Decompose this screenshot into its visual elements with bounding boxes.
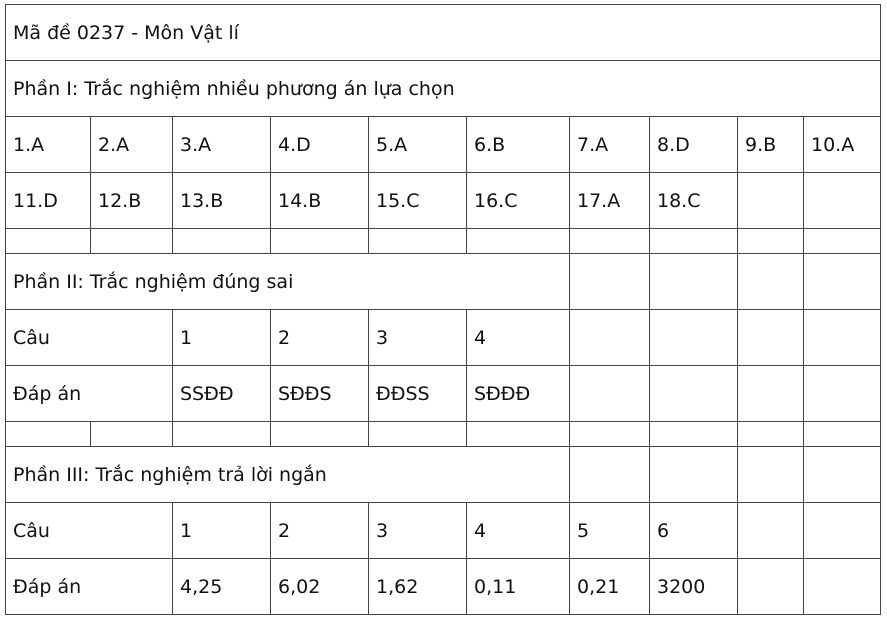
- answer-cell: 15.C: [369, 173, 467, 229]
- answer-cell: [738, 173, 804, 229]
- question-number: 1: [173, 310, 271, 366]
- empty-cell: [91, 229, 173, 254]
- header-row: [6, 5, 881, 61]
- answer-value: 6,02: [271, 559, 369, 615]
- spacer-row: [6, 229, 881, 254]
- empty-cell: [804, 447, 881, 503]
- empty-cell: [6, 422, 91, 447]
- answer-cell: [804, 173, 881, 229]
- empty-cell: [173, 422, 271, 447]
- empty-cell: [738, 229, 804, 254]
- answer-value: ĐĐSS: [369, 366, 467, 422]
- answer-value: 1,62: [369, 559, 467, 615]
- answer-value: SĐĐĐ: [467, 366, 570, 422]
- empty-cell: [570, 447, 650, 503]
- empty-cell: [804, 229, 881, 254]
- question-number: 3: [369, 310, 467, 366]
- answer-cell: 6.B: [467, 117, 570, 173]
- empty-cell: [271, 422, 369, 447]
- answer-cell: 7.A: [570, 117, 650, 173]
- empty-cell: [91, 422, 173, 447]
- empty-cell: [650, 229, 738, 254]
- part3-question-row: [6, 503, 881, 559]
- empty-cell: [804, 503, 881, 559]
- empty-cell: [738, 503, 804, 559]
- answer-cell: 9.B: [738, 117, 804, 173]
- answer-label: Đáp án: [6, 366, 173, 422]
- part3-answer-row: [6, 559, 881, 615]
- part1-title-row: [6, 61, 881, 117]
- answer-value: 3200: [650, 559, 738, 615]
- answer-cell: 3.A: [173, 117, 271, 173]
- answer-key-table: [5, 4, 881, 615]
- part1-title: Phần I: Trắc nghiệm nhiều phương án lựa chọn: [6, 61, 881, 117]
- answer-cell: 4.D: [271, 117, 369, 173]
- answer-cell: 12.B: [91, 173, 173, 229]
- answer-label: Đáp án: [6, 559, 173, 615]
- empty-cell: [804, 366, 881, 422]
- empty-cell: [570, 229, 650, 254]
- answer-cell: 5.A: [369, 117, 467, 173]
- empty-cell: [738, 447, 804, 503]
- question-label: Câu: [6, 503, 173, 559]
- empty-cell: [804, 559, 881, 615]
- part2-answer-row: [6, 366, 881, 422]
- answer-value: 4,25: [173, 559, 271, 615]
- empty-cell: [650, 310, 738, 366]
- spacer-row: [6, 422, 881, 447]
- empty-cell: [738, 366, 804, 422]
- empty-cell: [6, 229, 91, 254]
- empty-cell: [271, 229, 369, 254]
- answer-cell: 13.B: [173, 173, 271, 229]
- empty-cell: [650, 254, 738, 310]
- empty-cell: [570, 254, 650, 310]
- part1-answers-row-1: [6, 117, 881, 173]
- empty-cell: [369, 422, 467, 447]
- empty-cell: [570, 366, 650, 422]
- question-label: Câu: [6, 310, 173, 366]
- question-number: 3: [369, 503, 467, 559]
- answer-value: 0,11: [467, 559, 570, 615]
- question-number: 2: [271, 310, 369, 366]
- answer-cell: 10.A: [804, 117, 881, 173]
- question-number: 6: [650, 503, 738, 559]
- question-number: 2: [271, 503, 369, 559]
- empty-cell: [467, 229, 570, 254]
- answer-value: 0,21: [570, 559, 650, 615]
- answer-cell: 18.C: [650, 173, 738, 229]
- question-number: 1: [173, 503, 271, 559]
- answer-cell: 11.D: [6, 173, 91, 229]
- part2-question-row: [6, 310, 881, 366]
- empty-cell: [738, 254, 804, 310]
- empty-cell: [804, 310, 881, 366]
- question-number: 5: [570, 503, 650, 559]
- answer-cell: 14.B: [271, 173, 369, 229]
- part2-title: Phần II: Trắc nghiệm đúng sai: [6, 254, 570, 310]
- answer-cell: 2.A: [91, 117, 173, 173]
- empty-cell: [804, 422, 881, 447]
- answer-cell: 1.A: [6, 117, 91, 173]
- part1-answers-row-2: [6, 173, 881, 229]
- empty-cell: [467, 422, 570, 447]
- empty-cell: [570, 422, 650, 447]
- answer-cell: 8.D: [650, 117, 738, 173]
- answer-cell: 17.A: [570, 173, 650, 229]
- question-number: 4: [467, 503, 570, 559]
- empty-cell: [650, 422, 738, 447]
- answer-value: SĐĐS: [271, 366, 369, 422]
- empty-cell: [570, 310, 650, 366]
- empty-cell: [738, 310, 804, 366]
- empty-cell: [738, 559, 804, 615]
- empty-cell: [804, 254, 881, 310]
- answer-cell: 16.C: [467, 173, 570, 229]
- part3-title: Phần III: Trắc nghiệm trả lời ngắn: [6, 447, 570, 503]
- part2-title-row: [6, 254, 881, 310]
- empty-cell: [369, 229, 467, 254]
- empty-cell: [650, 366, 738, 422]
- question-number: 4: [467, 310, 570, 366]
- empty-cell: [650, 447, 738, 503]
- exam-code-title: Mã đề 0237 - Môn Vật lí: [6, 5, 881, 61]
- part3-title-row: [6, 447, 881, 503]
- answer-value: SSĐĐ: [173, 366, 271, 422]
- empty-cell: [738, 422, 804, 447]
- empty-cell: [173, 229, 271, 254]
